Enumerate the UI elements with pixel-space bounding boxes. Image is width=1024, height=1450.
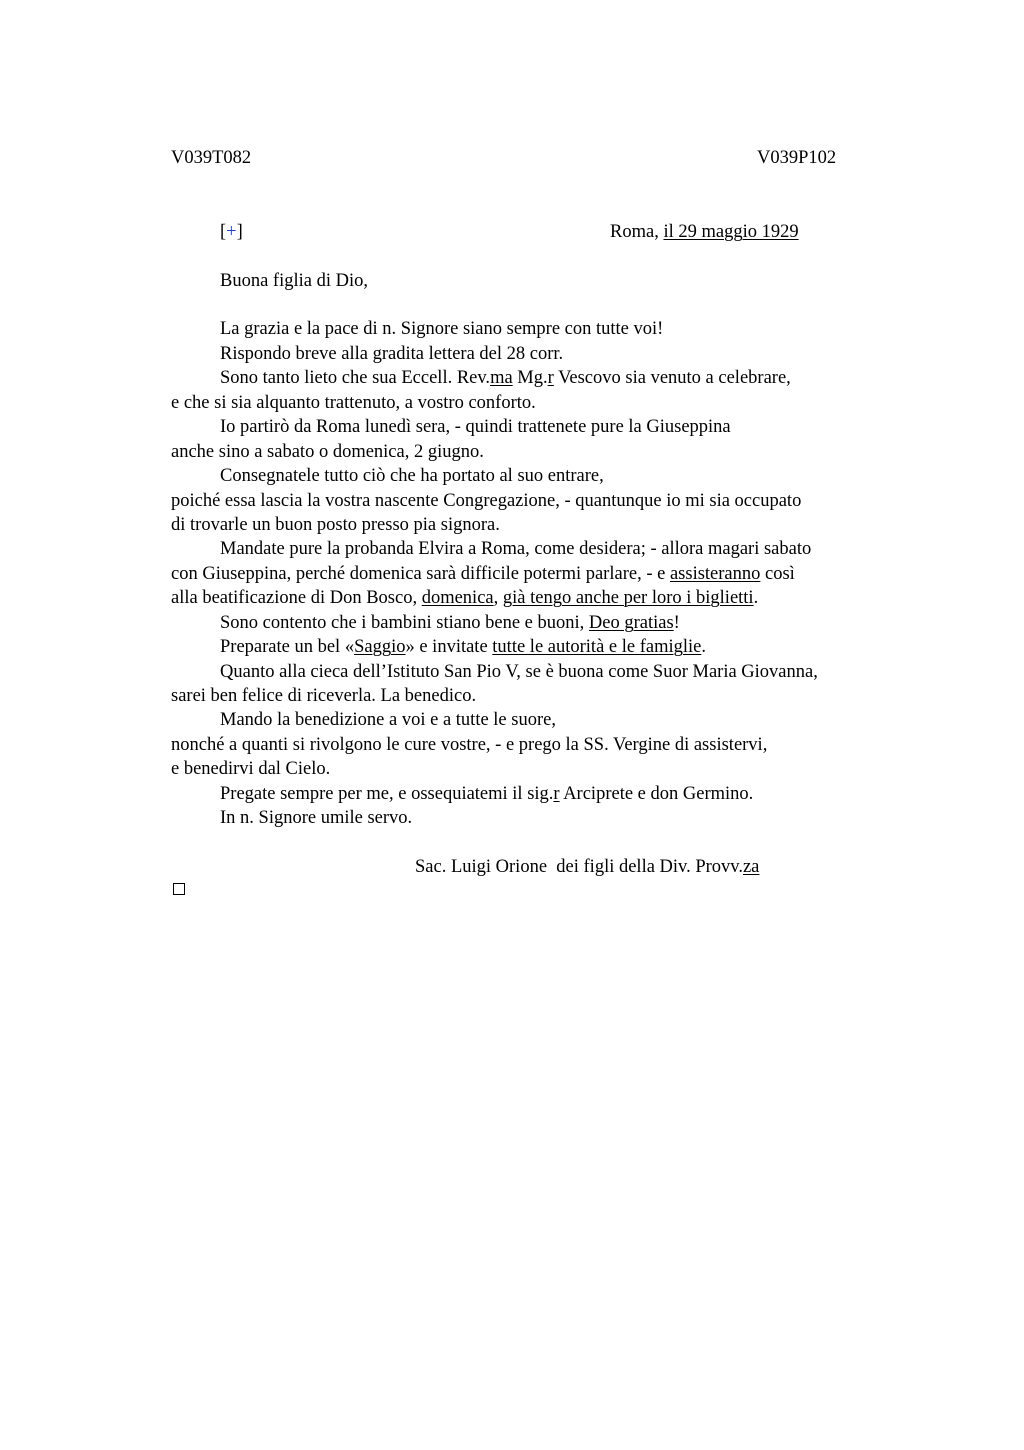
end-marker-icon <box>173 883 185 895</box>
letter-line: In n. Signore umile servo. <box>220 808 413 828</box>
abbrev-superscript: r <box>547 368 554 388</box>
letter-line <box>220 638 706 657</box>
letter-line: Mandate pure la probanda Elvira a Roma, come desidera; - allora magari sabato <box>220 539 812 559</box>
text-run: ! <box>673 613 680 633</box>
text-run: , <box>493 588 503 608</box>
text-run: Sono contento che i bambini stiano bene e buoni, <box>220 613 589 633</box>
letter-line: Mando la benedizione a voi e a tutte le suore, <box>220 710 556 730</box>
text-run: alla beatificazione di Don Bosco, <box>171 588 422 608</box>
text-run: Arciprete e don Germino. <box>559 784 754 804</box>
text-run: » e invitate <box>405 637 493 657</box>
letter-line: anche sino a sabato o domenica, 2 giugno. <box>171 442 484 462</box>
letter-line <box>220 614 680 633</box>
text-run: . <box>753 588 759 608</box>
text-run: Preparate un bel « <box>220 637 355 657</box>
signature-text: Sac. Luigi Orione dei figli della Div. Provv. <box>415 857 743 877</box>
letter-line <box>220 785 753 804</box>
abbrev-superscript: r <box>553 784 560 804</box>
salutation: Buona figlia di Dio, <box>220 271 368 291</box>
underlined-text: assisteranno <box>669 564 761 584</box>
letter-line: di trovarle un buon posto presso pia signora. <box>171 515 500 535</box>
cross-symbol: + <box>226 222 237 242</box>
cross-mark <box>220 223 243 242</box>
text-run: così <box>760 564 795 584</box>
letter-line: Io partirò da Roma lunedì sera, - quindi trattenete pure la Giuseppina <box>220 417 731 437</box>
underlined-text: domenica <box>421 588 494 608</box>
letter-line: e benedirvi dal Cielo. <box>171 759 331 779</box>
cross-bracket-close: ] <box>236 222 243 242</box>
text-run: Sono tanto lieto che sua Eccell. Rev. <box>220 368 491 388</box>
text-run: . <box>701 637 706 657</box>
letter-line: poiché essa lascia la vostra nascente Congregazione, - quantunque io mi sia occupato <box>171 491 802 511</box>
letter-line: Rispondo breve alla gradita lettera del 28 corr. <box>220 344 564 364</box>
document-code-right: V039P102 <box>757 148 837 168</box>
underlined-text: Saggio <box>354 637 406 657</box>
letter-line <box>220 369 791 388</box>
signature-abbrev: za <box>742 857 760 877</box>
text-run: Vescovo sia venuto a celebrare, <box>553 368 791 388</box>
document-code-left: V039T082 <box>171 148 252 168</box>
cross-bracket-open: [ <box>220 222 227 242</box>
dateline-place: Roma, <box>610 222 664 242</box>
signature <box>415 858 759 877</box>
letter-line <box>171 565 795 584</box>
underlined-text: già tengo anche per loro i biglietti <box>502 588 754 608</box>
text-run: con Giuseppina, perché domenica sarà difficile potermi parlare, - e <box>171 564 670 584</box>
letter-line <box>171 589 758 608</box>
abbrev-superscript: ma <box>490 368 513 388</box>
letter-line: nonché a quanti si rivolgono le cure vostre, - e prego la SS. Vergine di assistervi, <box>171 735 768 755</box>
dateline <box>610 223 799 242</box>
underlined-text: tutte le autorità e le famiglie <box>492 637 702 657</box>
letter-line: La grazia e la pace di n. Signore siano sempre con tutte voi! <box>220 319 664 339</box>
letter-line: Consegnatele tutto ciò che ha portato al suo entrare, <box>220 466 604 486</box>
letter-line: sarei ben felice di riceverla. La benedico. <box>171 686 477 706</box>
dateline-date: il 29 maggio 1929 <box>663 222 799 242</box>
underlined-text: Deo gratias <box>588 613 674 633</box>
letter-line: e che si sia alquanto trattenuto, a vostro conforto. <box>171 393 536 413</box>
text-run: Pregate sempre per me, e ossequiatemi il sig. <box>220 784 554 804</box>
letter-line: Quanto alla cieca dell’Istituto San Pio V, se è buona come Suor Maria Giovanna, <box>220 662 818 682</box>
text-run: Mg. <box>512 368 548 388</box>
